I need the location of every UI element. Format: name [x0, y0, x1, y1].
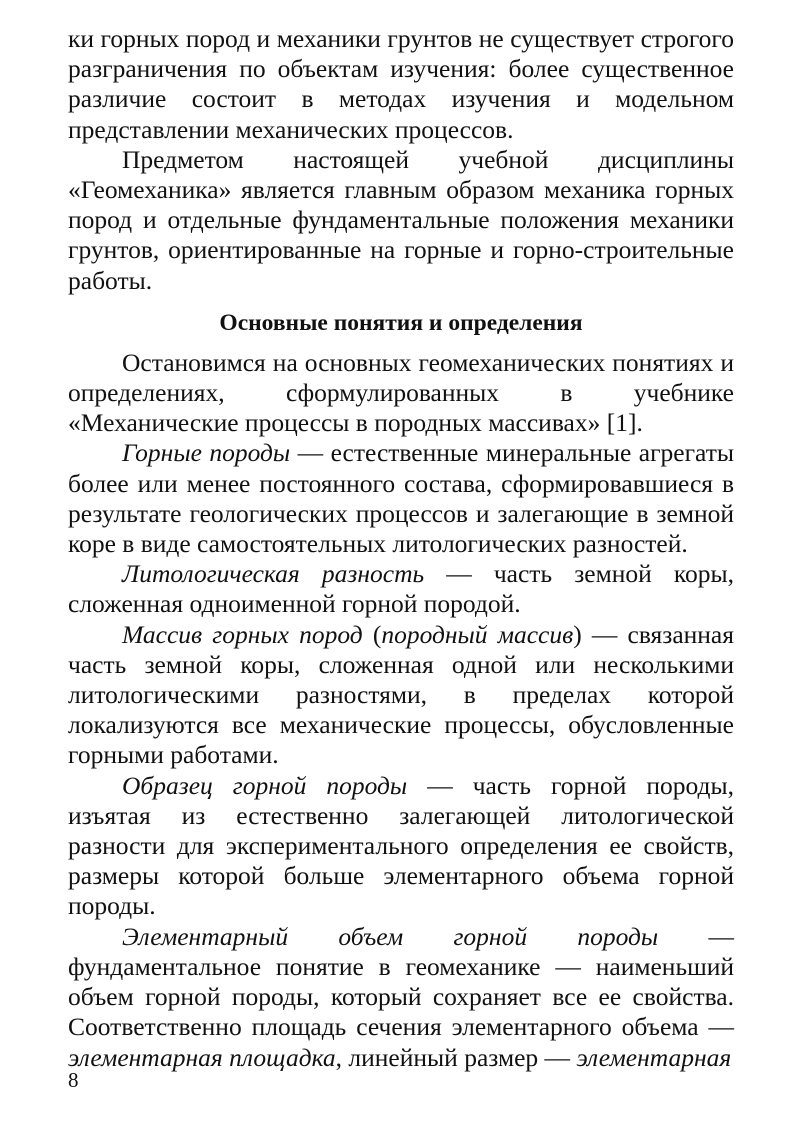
definition-paren-open: ( [362, 619, 382, 649]
definition-rock-mass [68, 620, 734, 771]
definition-synonym-term: породный массив [381, 619, 574, 649]
paragraph-rock-mechanics-continuation [68, 24, 734, 145]
definition-subterm-elementary: элементарная [576, 1042, 732, 1072]
page-body [68, 24, 734, 1073]
definition-rock-sample [68, 771, 734, 922]
page-number: 8 [68, 1068, 79, 1092]
paragraph-text: ки горных пород и механики грунтов не существует строгого разграничения по объектам изучения: более существенное различие состоит в методах изучения и модельном представлении механических процессов. [68, 24, 734, 144]
definition-term: Горные породы [122, 438, 291, 468]
paragraph-subject-of-discipline [68, 145, 734, 296]
definition-text-continued: , линейный размер — [335, 1042, 577, 1072]
definition-elementary-volume [68, 922, 734, 1073]
definition-text: ) — связанная часть земной коры, сложенная одной или несколькими литологическими разностями, в пределах которой локализуются все механические процессы, обусловленные горными работами. [68, 619, 734, 770]
definition-text: — естественные минеральные агрегаты более или менее постоянного состава, сформировавшиеся в результате геологических процессов и залегающие в земной коре в виде самостоятельных литологических разностей. [68, 438, 734, 559]
definition-lithological-unit [68, 559, 734, 619]
definition-term: Образец горной породы [122, 770, 408, 800]
definition-term: Элементарный объем горной породы [122, 921, 659, 951]
definition-text: — часть горной породы, изъятая из естественно залегающей литологической разности для экспериментального определения ее свойств, размеры которой больше элементарного объема горной породы. [68, 770, 734, 921]
definition-text: — часть земной коры, сложенная одноименной горной породой. [68, 559, 734, 619]
definition-term: Массив горных пород [122, 619, 363, 649]
definition-term: Литологическая разность [122, 559, 425, 589]
paragraph-text: Предметом настоящей учебной дисциплины «Геомеханика» является главным образом механика горных пород и отдельные фундаментальные положения механики грунтов, ориентированные на горные и горно-строительные работы. [68, 144, 734, 295]
paragraph-intro-definitions [68, 348, 734, 439]
definition-text: — фундаментальное понятие в геомеханике — наименьший объем горной породы, который сохраняет все ее свойства. Соответственно площадь сечения элементарного объема — [68, 921, 735, 1042]
paragraph-text: Остановимся на основных геомеханических понятиях и определениях, сформулированных в учебнике «Механические процессы в породных массивах» [1]. [68, 347, 734, 438]
definition-rocks [68, 438, 734, 559]
definition-subterm-elementary-area: элементарная площадка [68, 1042, 336, 1072]
section-heading: Основные понятия и определения [219, 309, 583, 336]
